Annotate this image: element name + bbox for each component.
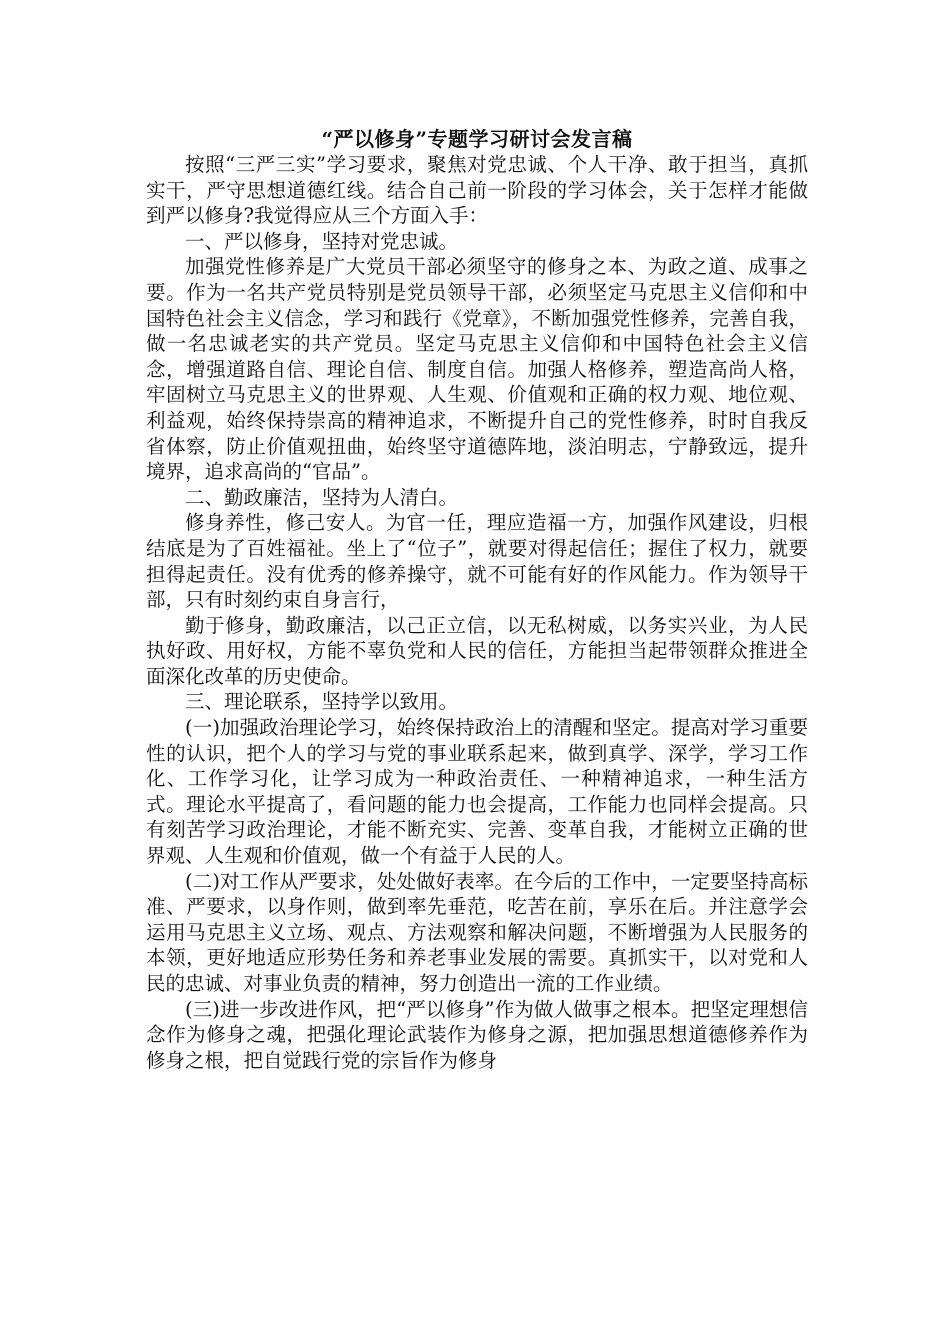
section-2-paragraph-1: 修身养性，修己安人。为官一任，理应造福一方，加强作风建设，归根结底是为了百姓福祉。坐上了“位子”，就要对得起信任；握住了权力，就要担得起责任。没有优秀的修养操守，就不可能有好的作风能力。作为领导干部，只有时刻约束自身言行， (146, 511, 808, 612)
section-3-item-3: (三)进一步改进作风，把“严以修身”作为做人做事之根本。把坚定理想信念作为修身之魂，把强化理论武装作为修身之源，把加强思想道德修养作为修身之根，把自觉践行党的宗旨作为修身 (146, 997, 808, 1072)
section-1-paragraph: 加强党性修养是广大党员干部必须坚守的修身之本、为政之道、成事之要。作为一名共产党员特别是党员领导干部，必须坚定马克思主义信仰和中国特色社会主义信念，学习和践行《党章》，不断加强党性修养，完善自我，做一名忠诚老实的共产党员。坚定马克思主义信仰和中国特色社会主义信念，增强道路自信、理论自信、制度自信。加强人格修养，塑造高尚人格，牢固树立马克思主义的世界观、人生观、价值观和正确的权力观、地位观、利益观，始终保持崇高的精神追求，不断提升自己的党性修养，时时自我反省体察，防止价值观扭曲，始终坚守道德阵地，淡泊明志，宁静致远，提升境界，追求高尚的“官品”。 (146, 255, 808, 484)
intro-paragraph: 按照“三严三实”学习要求，聚焦对党忠诚、个人干净、敢于担当，真抓实干，严守思想道德红线。结合自己前一阶段的学习体会，关于怎样才能做到严以修身?我觉得应从三个方面入手： (146, 153, 808, 228)
section-heading-2: 二、勤政廉洁，坚持为人清白。 (185, 485, 459, 509)
document-body (146, 126, 808, 1073)
section-3-item-1: (一)加强政治理论学习，始终保持政治上的清醒和坚定。提高对学习重要性的认识，把个人的学习与党的事业联系起来，做到真学、深学，学习工作化、工作学习化，让学习成为一种政治责任、一种精神追求，一种生活方式。理论水平提高了，看问题的能力也会提高，工作能力也同样会提高。只有刻苦学习政治理论，才能不断充实、完善、变革自我，才能树立正确的世界观、人生观和价值观，做一个有益于人民的人。 (146, 716, 808, 868)
document-title: “严以修身”专题学习研讨会发言稿 (321, 127, 633, 151)
section-heading-1: 一、严以修身，坚持对党忠诚。 (185, 229, 459, 253)
section-2-paragraph-2: 勤于修身，勤政廉洁，以己正立信，以无私树威，以务实兴业，为人民执好政、用好权，方能不辜负党和人民的信任，方能担当起带领群众推进全面深化改革的历史使命。 (146, 613, 808, 688)
section-heading-3: 三、理论联系，坚持学以致用。 (185, 690, 459, 714)
section-3-item-2: (二)对工作从严要求，处处做好表率。在今后的工作中，一定要坚持高标准、严要求，以身作则，做到率先垂范，吃苦在前，享乐在后。并注意学会运用马克思主义立场、观点、方法观察和解决问题，不断增强为人民服务的本领，更好地适应形势任务和养老事业发展的需要。真抓实干，以对党和人民的忠诚、对事业负责的精神，努力创造出一流的工作业绩。 (146, 869, 808, 995)
